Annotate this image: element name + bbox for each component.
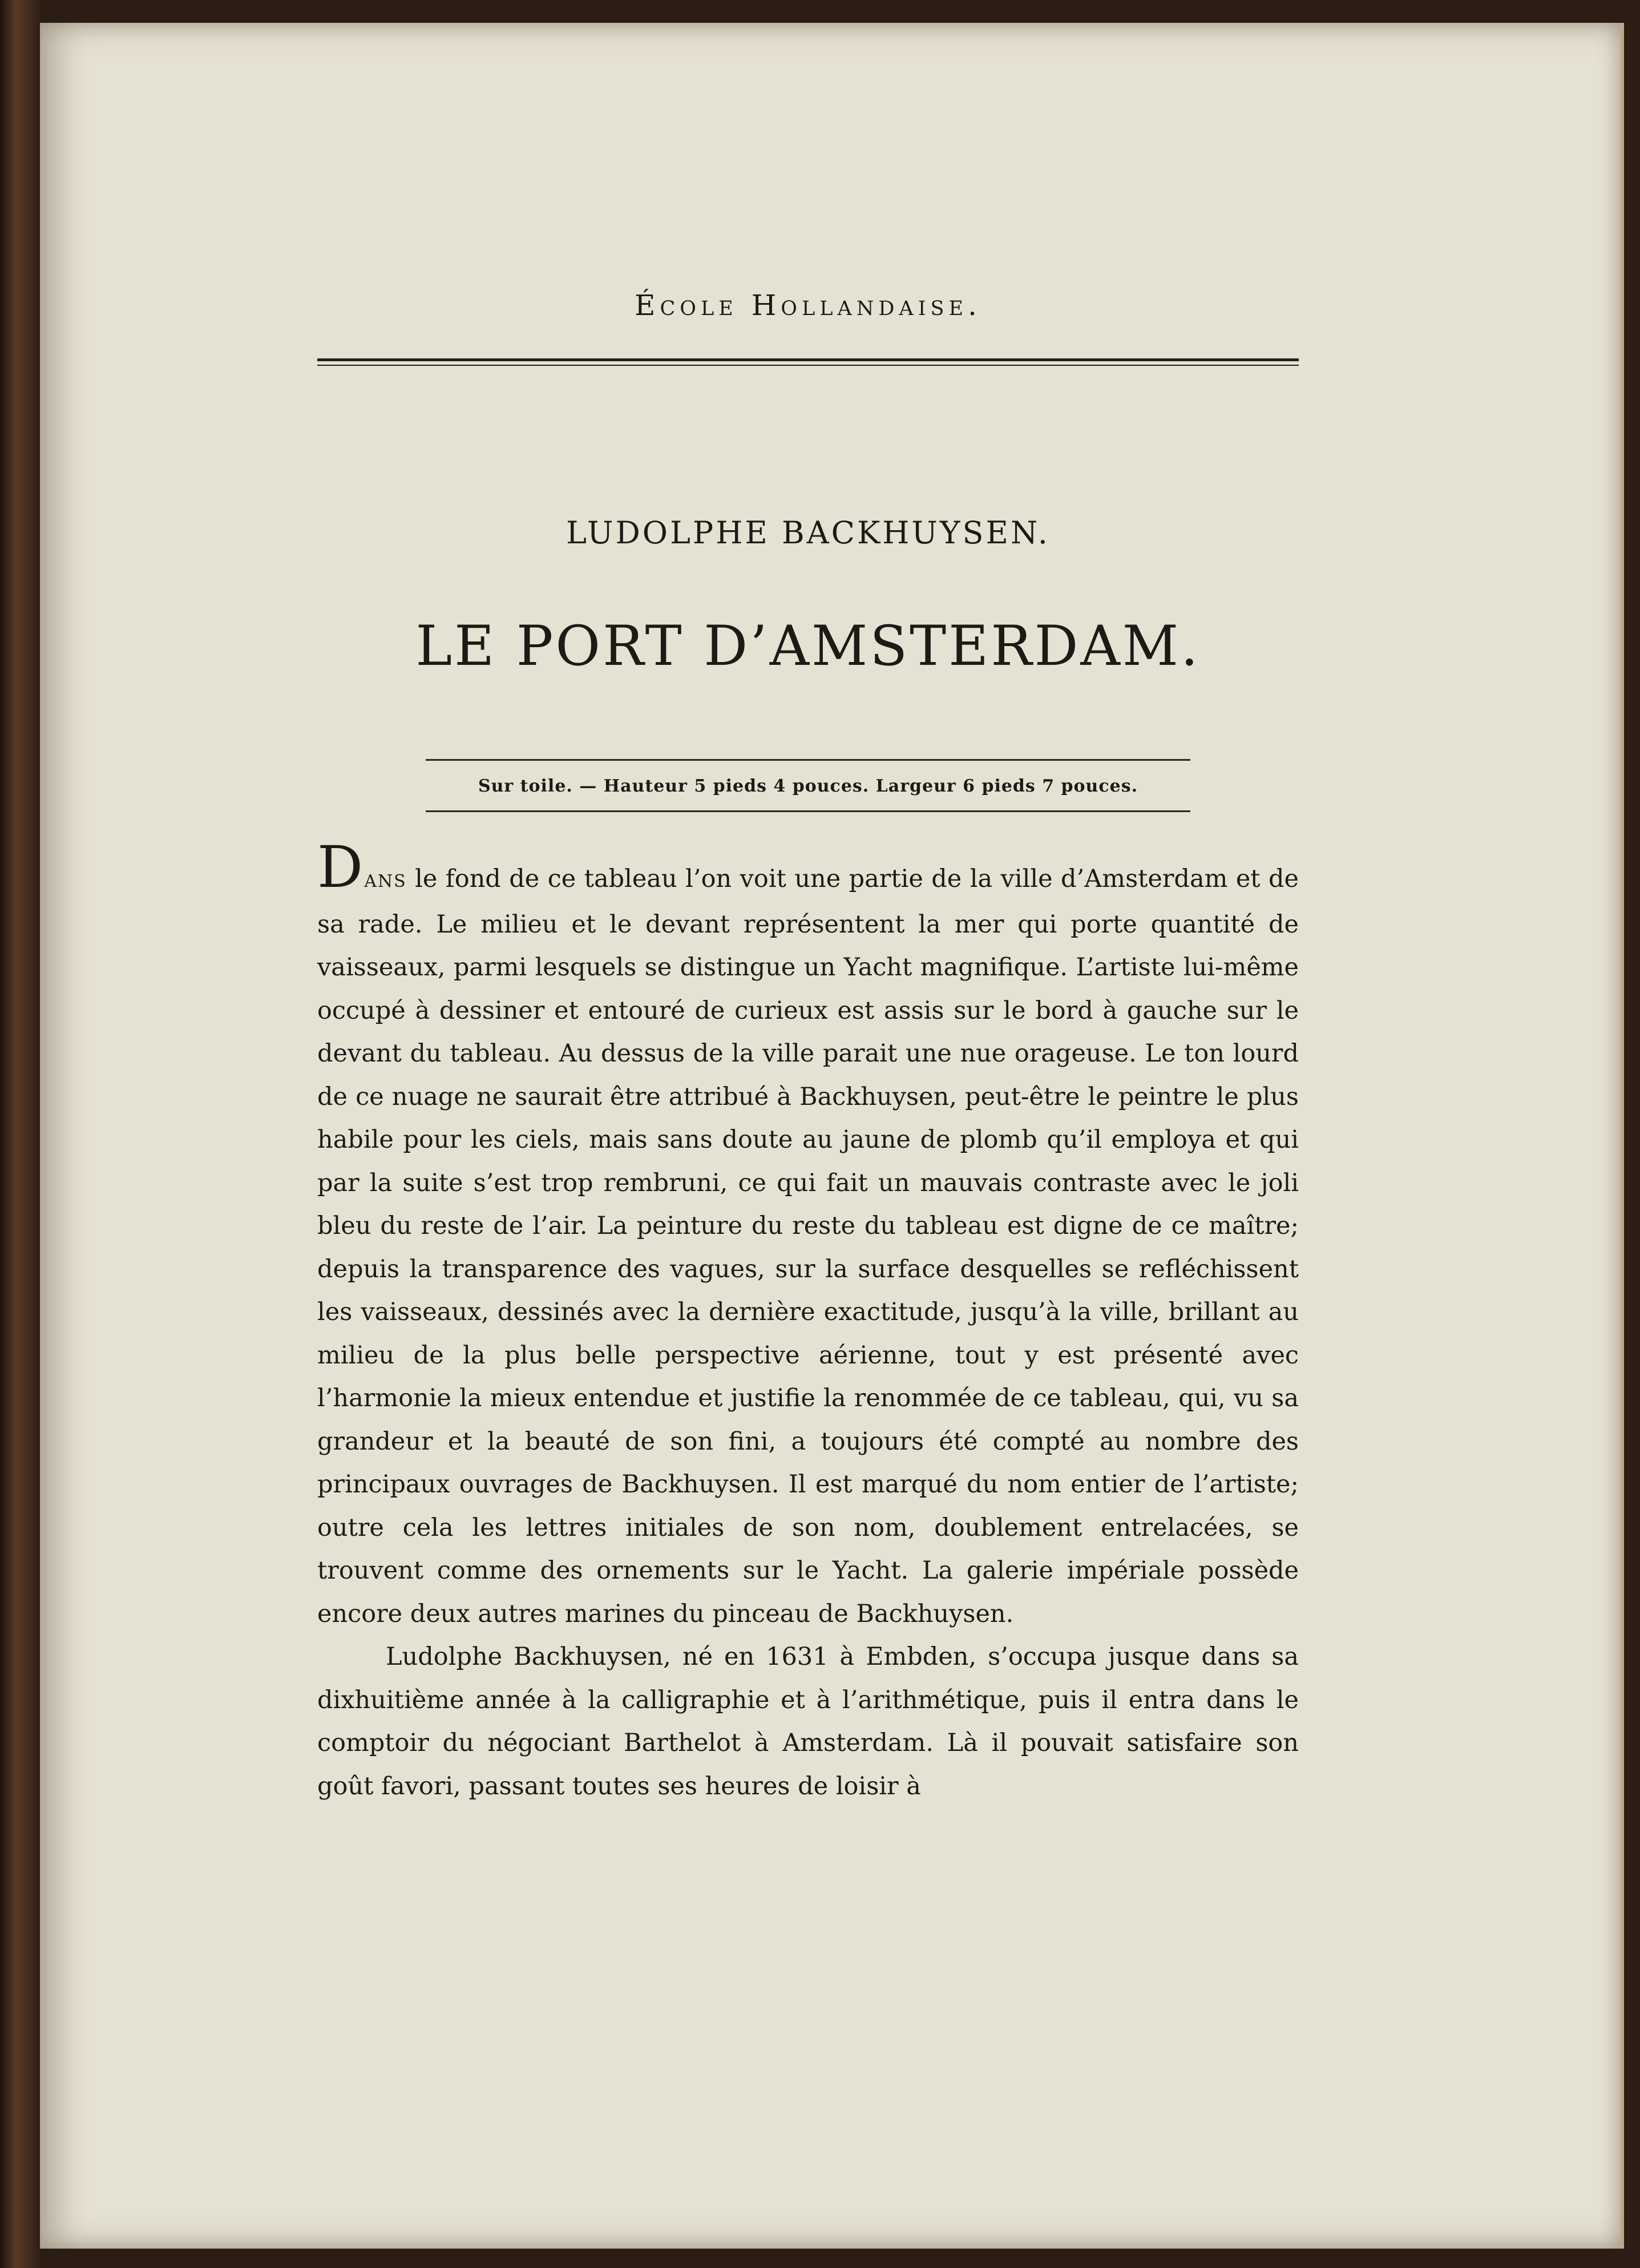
author-heading: LUDOLPHE BACKHUYSEN. xyxy=(566,515,1050,551)
drop-cap: D xyxy=(317,834,365,901)
dimensions-line: Sur toile. — Hauteur 5 pieds 4 pouces. Largeur 6 pieds 7 pouces. xyxy=(478,776,1138,796)
running-head: École Hollandaise. xyxy=(635,289,981,322)
dimensions-bottom-rule xyxy=(426,810,1190,812)
body-text xyxy=(317,834,1299,1808)
artwork-title: LE PORT D’AMSTERDAM. xyxy=(415,614,1201,678)
paragraph-description-text: le fond de ce tableau l’on voit une partie de la ville d’Amsterdam et de sa rade. Le milieu et le devant représentent la mer qui porte quantité de vaisseaux, parmi lesquels se distingue un Yacht magnifique. L’artiste lui-même occupé à dessiner et entouré de curieux est assis sur le bord à gauche sur le devant du tableau. Au dessus de la ville parait une nue orageuse. Le ton lourd de ce nuage ne saurait être attribué à Backhuysen, peut-être le peintre le plus habile pour les ciels, mais sans doute au jaune de plomb qu’il employa et qui par la suite s’est trop rembruni, ce qui fait un mauvais contraste avec le joli bleu du reste de l’air. La peinture du reste du tableau est digne de ce maître; depuis la transparence des vagues, sur la surface desquelles se refléchissent les vaisseaux, dessinés avec la dernière exactitude, jusqu’à la ville, brillant au milieu de la plus belle perspective aérienne, tout y est présenté avec l’harmonie la mieux entendue et justifie la renommée de ce tableau, qui, vu sa grandeur et la beauté de son fini, a toujours été compté au nombre des principaux ouvrages de Backhuysen. Il est marqué du nom entier de l’artiste; outre cela les lettres initiales de son nom, doublement entrelacées, se trouvent comme des ornements sur le Yacht. La galerie impériale possède encore deux autres marines du pinceau de Backhuysen. xyxy=(317,865,1299,1628)
dimensions-top-rule xyxy=(426,759,1190,761)
header-double-rule xyxy=(317,358,1299,366)
drop-cap-continuation: ANS xyxy=(364,871,407,891)
paragraph-biography: Ludolphe Backhuysen, né en 1631 à Embden, s’occupa jusque dans sa dixhuitième année à la calligraphie et à l’arithmétique, puis il entra dans le comptoir du négociant Barthelot à Amsterdam. Là il pouvait satisfaire son goût favori, passant toutes ses heures de loisir à xyxy=(317,1643,1299,1801)
paragraph-description xyxy=(317,834,1299,1636)
book-spine xyxy=(0,0,40,2268)
paper-page xyxy=(40,23,1624,2249)
